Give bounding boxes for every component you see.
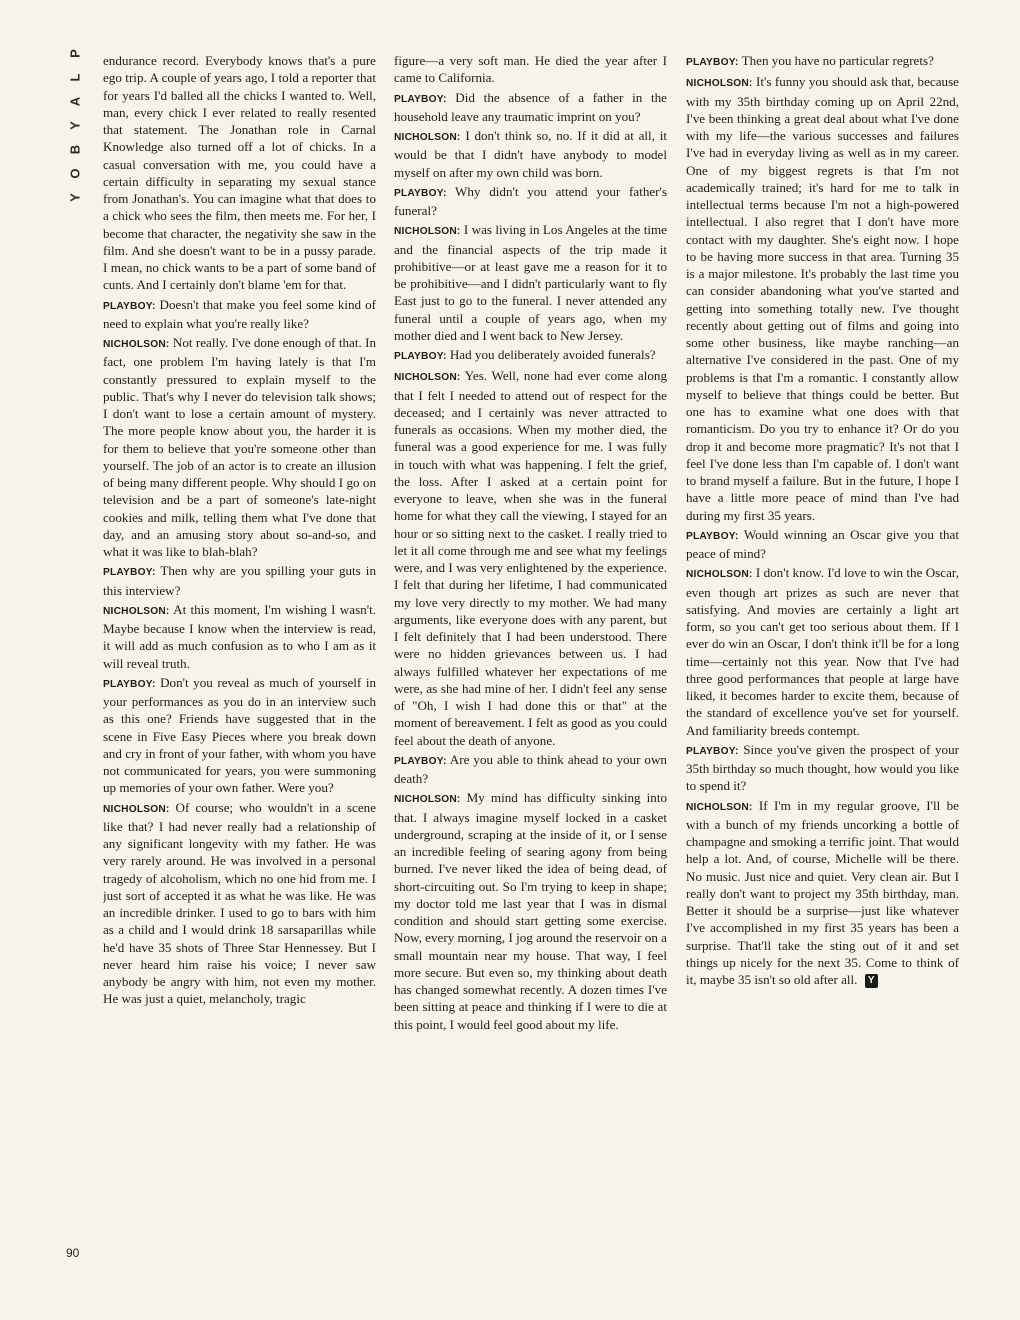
paragraph-text: endurance record. Everybody knows that's a pure ego trip. A couple of years ago, I told a reporter that for years I'd balled all the chicks I wanted to. Well, man, every chick I ever related to really resented that statement. The Jonathan role in Carnal Knowledge also turned off a lot of chicks. In a casual conversation with me, you could have a certain difficulty in separating my sexual stance from Jonathan's. You can imagine what that does to a chick who sees the film, then meets me. For her, I become that character, the negativity she saw in the film. And she doesn't want to be in a pussy parade. I mean, no chick wants to be a part of some band of cunts. And I certainly don't blame 'em for that. bbox=[103, 53, 376, 293]
paragraph-text: If I'm in my regular groove, I'll be with a bunch of my friends uncorking a bottle of champagne and smoking a terrific joint. That would help a lot. And, of course, Michelle will be there. No music. Just nice and quiet. Very clean air. But I really don't want to project my 35th birthday, man. Better it should be a surprise—just like whatever I've accomplished in my first 35 years has been a surprise. That'll take the sting out of it and set things up nicely for the next 35. Come to think of it, maybe 35 isn't so old after all. bbox=[686, 797, 959, 987]
running-head-letter: B bbox=[67, 144, 83, 155]
speaker-label: NICHOLSON: bbox=[394, 372, 461, 384]
speaker-label: PLAYBOY: bbox=[686, 745, 739, 757]
paragraph-text: Since you've given the prospect of your 35th birthday so much thought, how would you like to spend it? bbox=[686, 741, 959, 794]
paragraph-text: figure—a very soft man. He died the year after I came to California. bbox=[394, 53, 667, 86]
paragraph bbox=[103, 601, 376, 672]
speaker-label: NICHOLSON: bbox=[103, 339, 170, 350]
paragraph bbox=[394, 127, 667, 181]
paragraph bbox=[686, 741, 959, 795]
speaker-label: PLAYBOY: bbox=[686, 530, 739, 542]
speaker-label: NICHOLSON: bbox=[394, 226, 461, 238]
paragraph bbox=[103, 52, 376, 294]
playboy-end-mark-icon: Y bbox=[865, 974, 878, 988]
running-head-letter: Y bbox=[67, 121, 83, 130]
paragraph-text: My mind has difficulty sinking into that. I always imagine myself locked in a casket underground, scraping at the inside of it, or I sense an incredible feeling of searing agony from being burned. I've never liked the idea of being dead, of short-circuiting out. So I'm trying to keep in shape; my doctor told me last year that I was in dismal condition and should start getting some exercise. Now, every morning, I jog around the reservoir on a small mountain near my house. That way, I feel more secure. But even so, my thinking about death has changed somewhat recently. A dozen times I've been sitting at peace and thinking if I were to die at this point, I would feel good about my life. bbox=[394, 790, 667, 1032]
paragraph bbox=[686, 526, 959, 563]
text-column-1 bbox=[103, 52, 376, 1272]
paragraph-text: Did the absence of a father in the household leave any traumatic imprint on you? bbox=[394, 89, 667, 124]
paragraph bbox=[103, 674, 376, 797]
page-number: 90 bbox=[66, 1246, 80, 1260]
speaker-label: PLAYBOY: bbox=[103, 300, 156, 312]
paragraph bbox=[103, 334, 376, 560]
paragraph-text: Don't you reveal as much of yourself in your performances as you do in an interview such as this one? Friends have suggested that in the scene in Five Easy Pieces where you break down and cry in front of your father, with whom you have not communicated for years, you were summoning up memories of your own father. Were you? bbox=[103, 674, 376, 796]
paragraph bbox=[103, 562, 376, 599]
paragraph-text: Of course; who wouldn't in a scene like that? I had never really had a relationship of any significant longevity with my father. He was very rarely around. He was involved in a personal tragedy of alcoholism, which no one hid from me. I just sort of accepted it as what he was like. He was an incredible drinker. I used to go to bars with him as a child and I would drink 18 sarsaparillas while he'd have 35 shots of Three Star Hennessey. But I never heard him raise his voice; I never saw anybody be angry with him, not even my mother. He was just a quiet, melancholy, tragic bbox=[103, 799, 376, 1007]
paragraph bbox=[686, 73, 959, 524]
paragraph bbox=[394, 751, 667, 788]
paragraph bbox=[103, 296, 376, 333]
speaker-label: NICHOLSON: bbox=[686, 569, 753, 581]
paragraph bbox=[103, 799, 376, 1008]
paragraph-text: Then you have no particular regrets? bbox=[741, 53, 934, 68]
paragraph bbox=[394, 367, 667, 749]
speaker-label: NICHOLSON: bbox=[686, 801, 753, 813]
paragraph-text: Would winning an Oscar give you that peace of mind? bbox=[686, 526, 959, 561]
paragraph-text: Yes. Well, none had ever come along that I felt I needed to attend out of respect for the deceased; and I certainly was never attracted to funerals as occasions. When my mother died, the funeral was a good experience for me. I was fully in touch with what was happening. I felt the grief, the loss. After I asked at a certain point for everyone to leave, when she was in the funeral home for what they call the viewing, I stayed for an hour or so sitting next to the casket. I really tried to let it all come through me and see what my feelings were, and I was very enlightened by the experience. I felt that during her lifetime, I had communicated my love very directly to my mother. We had many arguments, like everyone does with any parent, but I felt definitely that I had been understood. There were no hidden grievances between us. I had always fulfilled whatever her expectations of me were, as she had mine of her. I didn't feel any sense of "Oh, I wish I had done this or that" at the moment of bereavement. I felt as good as you could feel about the death of anyone. bbox=[394, 368, 667, 748]
paragraph bbox=[686, 52, 959, 71]
running-head-letter: P bbox=[67, 49, 83, 58]
speaker-label: NICHOLSON: bbox=[686, 78, 753, 90]
paragraph bbox=[394, 89, 667, 126]
paragraph-text: Then why are you spilling your guts in this interview? bbox=[103, 563, 376, 598]
paragraph-text: I don't think so, no. If it did at all, it would be that I didn't have anybody to model myself on after my own child was born. bbox=[394, 128, 667, 180]
speaker-label: PLAYBOY: bbox=[103, 567, 156, 579]
speaker-label: NICHOLSON: bbox=[103, 605, 170, 617]
paragraph bbox=[394, 183, 667, 220]
speaker-label: PLAYBOY: bbox=[686, 57, 739, 68]
paragraph-text: It's funny you should ask that, because with my 35th birthday coming up on April 22nd, I've been thinking a great deal about what I've done with my life—the various successes and failures I've had in everyday living as well as in my career. One of my biggest regrets is that I'm not academically trained; it's hard for me to talk in intellectual terms because I'm not a high-powered intellectual. I also regret that I don't have more contact with my daughter. She's eight now. I hope to be having more success in that area. Turning 35 is a major milestone. It's probably the last time you can consider abandoning what you've started and getting into something totally new. I've thought recently about getting out of films and going into some other business, like maybe ranching—an alternative I've considered in the past. One of my problems is that I'm a romantic. I constantly allow myself to believe that things could be better. But one has to examine what one does with that romanticism. Do you try to enhance it? Or do you drop it and become more pragmatic? It's not that I feel I've done less than I'm capable of. I don't want to brand myself a failure. But in the future, I hope I have a little more peace of mind than I've had during my first 35 years. bbox=[686, 74, 959, 523]
paragraph bbox=[394, 789, 667, 1033]
paragraph bbox=[394, 52, 667, 87]
speaker-label: PLAYBOY: bbox=[394, 187, 447, 199]
speaker-label: NICHOLSON: bbox=[394, 132, 461, 143]
paragraph-text: At this moment, I'm wishing I wasn't. Maybe because I know when the interview is read, it will add as much confusion as to who I am as it will reveal truth. bbox=[103, 601, 376, 671]
paragraph-text: Doesn't that make you feel some kind of need to explain what you're really like? bbox=[103, 296, 376, 331]
speaker-label: PLAYBOY: bbox=[394, 351, 447, 362]
running-head-letter: O bbox=[67, 168, 83, 179]
paragraph bbox=[686, 564, 959, 739]
speaker-label: NICHOLSON: bbox=[103, 803, 170, 815]
paragraph-text: I was living in Los Angeles at the time and the financial aspects of the trip made it prohibitive—or at least gave me a reason for it to be prohibitive—and I didn't particularly want to fly East just to go to the funeral. I never attended any funeral until a couple of years ago, when my mother died and I went back to New Jersey. bbox=[394, 222, 667, 343]
running-head-letter: A bbox=[67, 96, 83, 107]
running-head bbox=[64, 46, 86, 214]
speaker-label: PLAYBOY: bbox=[103, 678, 156, 690]
speaker-label: PLAYBOY: bbox=[394, 755, 447, 767]
paragraph-text: Had you deliberately avoided funerals? bbox=[449, 347, 656, 362]
paragraph-text: Are you able to think ahead to your own death? bbox=[394, 751, 667, 786]
speaker-label: PLAYBOY: bbox=[394, 93, 447, 105]
text-column-2 bbox=[394, 52, 667, 1272]
text-column-3 bbox=[686, 52, 959, 1272]
speaker-label: NICHOLSON: bbox=[394, 794, 461, 806]
running-head-letter: Y bbox=[67, 193, 83, 202]
paragraph-text: I don't know. I'd love to win the Oscar, even though art prizes as such are never that satisfying. And movies are certainly a light art form, so you can't get too serious about them. If I ever do win an Oscar, I don't think it'll be for a long time—certainly not this year. Now that I've had three good performances that people at large have liked, it becomes harder to excite them, because of the standard of excellence you've set for yourself. And familiarity breeds contempt. bbox=[686, 565, 959, 738]
paragraph bbox=[394, 221, 667, 344]
paragraph-text: Not really. I've done enough of that. In fact, one problem I'm having lately is that I'm constantly pressured to explain myself to the public. That's why I never do television talk shows; I don't want to lose a certain amount of mystery. The more people know about you, the harder it is for them to believe that you're someone other than yourself. The job of an actor is to create an illusion of being many different people. Why should I go on television and be a part of someone's late-night cookies and milk, telling them what I've done that day, and an amusing story about so-and-so, and what it was like to blah-blah? bbox=[103, 335, 376, 559]
paragraph-text: Why didn't you attend your father's funeral? bbox=[394, 183, 667, 218]
paragraph bbox=[686, 797, 959, 989]
running-head-letter: L bbox=[67, 73, 83, 82]
paragraph bbox=[394, 346, 667, 365]
